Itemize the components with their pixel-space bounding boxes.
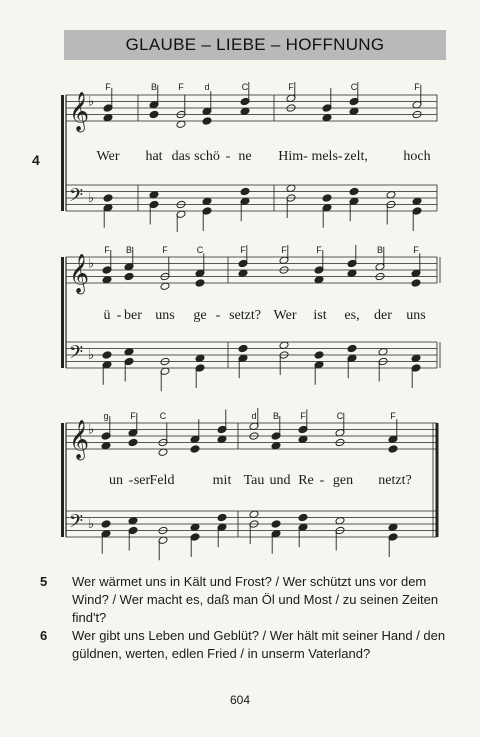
treble-clef: 𝄞 <box>69 91 90 132</box>
lyric-syllable: hoch <box>403 149 431 164</box>
chord-symbol: C <box>196 245 204 255</box>
lyric-syllable: mels- <box>311 149 343 164</box>
chord-symbol: F <box>414 82 420 92</box>
lyric-syllable: Tau <box>243 473 265 488</box>
chord-symbol: F <box>281 245 287 255</box>
lyric-syllable: und <box>269 473 291 488</box>
note-head <box>190 445 200 454</box>
chord-symbol: F <box>240 245 246 255</box>
note-head <box>388 445 398 454</box>
lyric-syllable: Re <box>298 473 314 488</box>
lyric-syllable: - <box>319 473 325 488</box>
music-system-3 <box>0 408 480 563</box>
lyric-syllable: - <box>128 473 134 488</box>
lyric-syllable: ge <box>193 308 207 323</box>
note-head <box>202 117 212 126</box>
chord-symbol: F <box>104 245 110 255</box>
lyric-syllable: uns <box>406 308 426 323</box>
lyric-syllable: mit <box>212 473 232 488</box>
key-signature-flat: ♭ <box>88 256 95 272</box>
note-head <box>322 194 332 203</box>
lyric-syllable: ser <box>133 473 151 488</box>
verse-text <box>72 573 454 627</box>
bass-clef: 𝄢 <box>69 185 84 211</box>
chord-symbol: B <box>376 245 384 255</box>
lyric-syllable: setzt? <box>229 308 261 323</box>
note-head <box>195 279 205 288</box>
treble-clef: 𝄞 <box>69 419 90 460</box>
key-signature-flat: ♭ <box>88 516 95 532</box>
verse-line: find't? <box>72 610 107 625</box>
lyric-syllable: uns <box>155 308 175 323</box>
chord-symbol: F <box>130 411 136 421</box>
lyric-syllable: Wer <box>273 308 297 323</box>
lyric-syllable: ne <box>238 149 252 164</box>
chord-symbol: F <box>300 411 306 421</box>
lyric-syllable: - <box>215 308 221 323</box>
chord-symbol: F <box>178 82 184 92</box>
lyric-syllable: netzt? <box>378 473 412 488</box>
lyric-syllable: hat <box>145 149 163 164</box>
note-head <box>238 344 248 353</box>
lyric-syllable: - <box>225 149 231 164</box>
note-head <box>102 351 112 360</box>
note-head <box>298 513 308 522</box>
lyric-syllable: un <box>109 473 123 488</box>
key-signature-flat: ♭ <box>88 347 95 363</box>
lyric-syllable: schö <box>194 149 220 164</box>
chord-symbol: B <box>150 82 158 92</box>
music-system-1 <box>0 82 480 232</box>
verse-text <box>72 627 454 663</box>
verse-6 <box>40 627 455 667</box>
chord-symbol: F <box>316 245 322 255</box>
key-signature-flat: ♭ <box>88 94 95 110</box>
chord-symbol: C <box>241 82 249 92</box>
chord-symbol: C <box>350 82 358 92</box>
lyric-syllable: ü <box>103 308 111 323</box>
chord-symbol: F <box>413 245 419 255</box>
lyric-syllable: es, <box>344 308 360 323</box>
chord-symbol: F <box>390 411 396 421</box>
note-head <box>101 520 111 529</box>
bass-clef: 𝄢 <box>69 511 84 537</box>
note-head <box>271 520 281 529</box>
chord-symbol: C <box>159 411 167 421</box>
section-title: GLAUBE – LIEBE – HOFFNUNG <box>125 35 385 54</box>
treble-clef: 𝄞 <box>69 253 90 294</box>
key-signature-flat: ♭ <box>88 422 95 438</box>
final-barline <box>436 423 439 537</box>
chord-symbol: g <box>103 411 109 421</box>
verse-line: Wer gibt uns Leben und Geblüt? / Wer hält mit seiner Hand / den <box>72 628 446 643</box>
chord-symbol: d <box>251 411 257 421</box>
page-number: 604 <box>229 693 251 707</box>
lyric-syllable: ist <box>313 308 327 323</box>
music-system-2 <box>0 245 480 395</box>
chord-symbol: B <box>272 411 280 421</box>
key-signature-flat: ♭ <box>88 190 95 206</box>
lyric-syllable: zelt, <box>344 149 368 164</box>
chord-symbol: C <box>336 411 344 421</box>
note-head <box>149 110 159 119</box>
note-head <box>314 351 324 360</box>
chord-symbol: F <box>162 245 168 255</box>
note-head <box>217 513 227 522</box>
note-head <box>240 187 250 196</box>
lyric-syllable: Feld <box>149 473 175 488</box>
note-head <box>124 272 134 281</box>
note-head <box>103 194 113 203</box>
verse-5 <box>40 573 455 629</box>
verse-line: Wind? / Wer macht es, daß man Öl und Most / zu seinen Zeiten <box>72 592 439 607</box>
verse-line: Wer wärmet uns in Kält und Frost? / Wer schützt uns vor dem <box>72 574 427 589</box>
lyric-syllable: Wer <box>96 149 120 164</box>
lyric-syllable: Him- <box>278 149 308 164</box>
section-header <box>64 30 446 60</box>
lyric-syllable: - <box>116 308 122 323</box>
system-brace <box>61 257 64 368</box>
chord-symbol: B <box>125 245 133 255</box>
stanza-number: 4 <box>32 152 40 168</box>
bass-clef: 𝄢 <box>69 342 84 368</box>
system-brace <box>61 95 64 211</box>
verse-number: 6 <box>40 628 48 643</box>
system-brace <box>61 423 64 537</box>
note-head <box>347 344 357 353</box>
verse-number: 5 <box>40 574 48 589</box>
lyric-syllable: ber <box>124 308 142 323</box>
note-head <box>349 187 359 196</box>
note-head <box>128 438 138 447</box>
chord-symbol: F <box>105 82 111 92</box>
verse-line: güldnen, werten, edlen Fried / in unserm Vaterland? <box>72 646 371 661</box>
lyric-syllable: der <box>374 308 392 323</box>
lyric-syllable: gen <box>332 473 354 488</box>
lyric-syllable: das <box>171 149 191 164</box>
chord-symbol: d <box>204 82 210 92</box>
chord-symbol: F <box>288 82 294 92</box>
note-head <box>411 279 421 288</box>
